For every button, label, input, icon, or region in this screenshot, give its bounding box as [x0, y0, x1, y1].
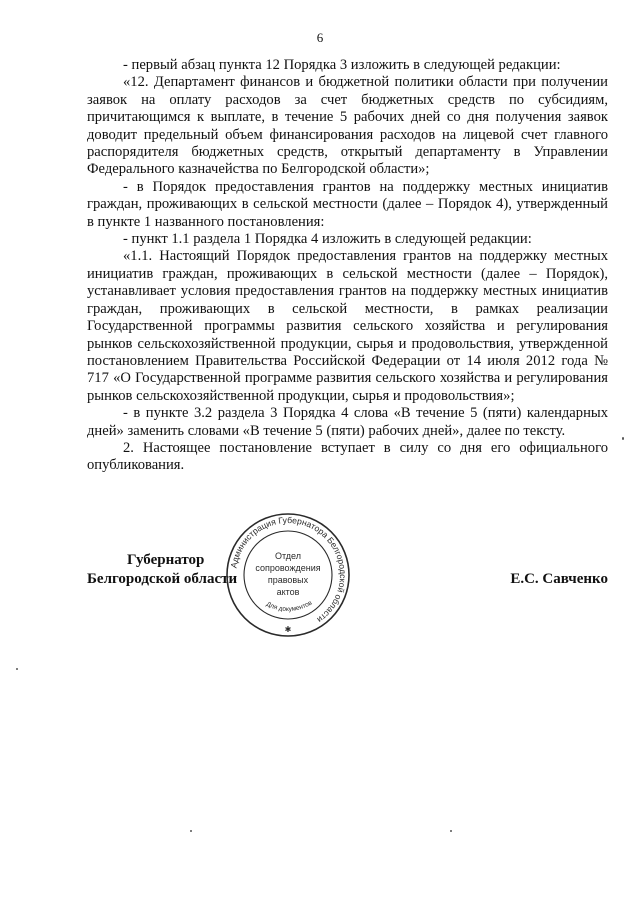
paragraph-amend-clause-12-intro: - первый абзац пункта 12 Порядка 3 изложить в следующей редакции:: [123, 57, 561, 73]
stamp-center-line2: сопровождения: [255, 563, 321, 573]
page-number: 6: [316, 30, 324, 45]
scan-speck: [190, 830, 192, 832]
paragraph-clause-1-1-text: «1.1. Настоящий Порядок предоставления грантов на поддержку местных инициатив граждан, проживающих в сельской местности (далее – Порядок), устанавливает условия предоставления грантов на поддержку местных инициатив граждан, проживающих в сельской местности, в рамках реализации Государственной программы развития сельского хозяйства и регулирования рынков сельскохозяйственной продукции, сырья и продовольствия, утвержденной постановлением Правительства Российской Федерации от 14 июля 2012 года № 717 «О Государственной программе развития сельского хозяйства и регулирования рынков сельскохозяйственной продукции, сырья и продовольствия»;: [87, 248, 608, 404]
signatory-name: Е.С. Савченко: [510, 570, 608, 587]
scan-speck: [622, 437, 624, 440]
scan-speck: [16, 668, 18, 670]
stamp-center-line1: Отдел: [274, 551, 302, 561]
paragraph-clause-12-text: «12. Департамент финансов и бюджетной политики области при получении заявок на оплату расходов за счет бюджетных средств по субсидиям, причитающимся к выплате, в течение 5 рабочих дней со дня получения заявок доводит предельный объем финансирования расходов на лицевой счет главного распорядителя бюджетных средств, открытый департаменту в Управлении Федерального казначейства по Белгородской области»;: [87, 74, 608, 178]
stamp-center-line3: правовых: [267, 575, 309, 585]
stamp-graphic: [225, 512, 351, 638]
paragraph-procedure-4-intro: - в Порядок предоставления грантов на поддержку местных инициатив граждан, проживающих в сельской местности (далее – Порядок 4), утвержденный в пункте 1 названного постановления:: [87, 178, 608, 230]
stamp-center-line4: актов: [276, 587, 300, 597]
stamp-ring-text: Администрация Губернатора Белгородской области: [228, 514, 349, 626]
paragraph-entry-into-force: 2. Настоящее постановление вступает в силу со дня его официального опубликования.: [87, 439, 608, 474]
paragraph-clause-3-2-change: - в пункте 3.2 раздела 3 Порядка 4 слова «В течение 5 (пяти) календарных дней» заменить словами «В течение 5 (пяти) рабочих дней», далее по тексту.: [87, 405, 608, 439]
stamp-bottom-text: Для документов: [265, 599, 314, 614]
paragraph-clause-1-1-intro: - пункт 1.1 раздела 1 Порядка 4 изложить в следующей редакции:: [123, 231, 532, 248]
signatory-position-line1: Губернатор: [127, 552, 205, 568]
signatory-position-line2: Белгородской области: [87, 570, 238, 587]
document-body: [87, 57, 608, 475]
signatory-position: [87, 551, 237, 588]
scan-speck: [450, 830, 452, 832]
official-stamp: [225, 512, 351, 638]
stamp-star-icon: ✱: [284, 625, 292, 634]
